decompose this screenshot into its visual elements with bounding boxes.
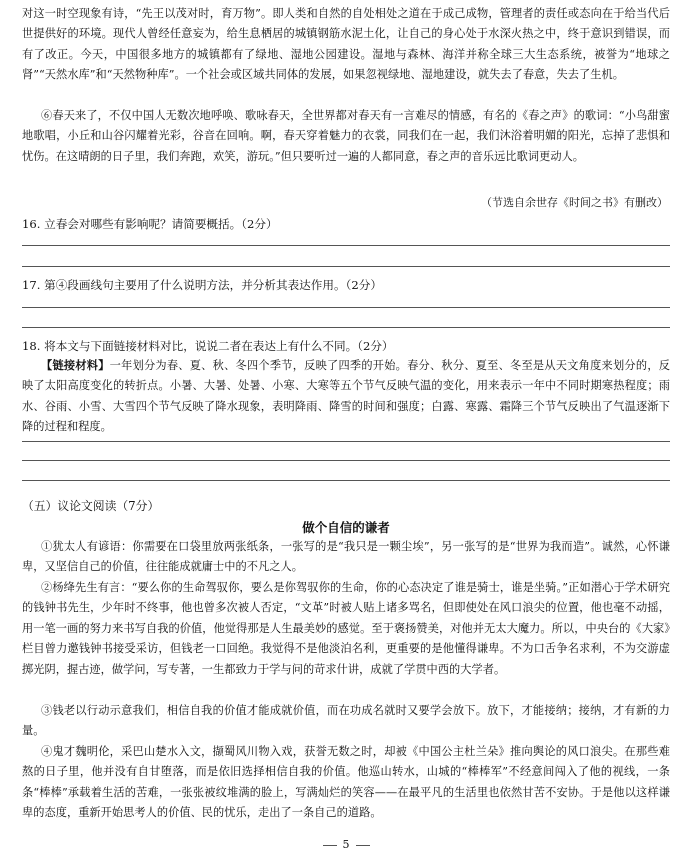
link-material [22,355,670,438]
answer-line[interactable] [22,441,670,442]
answer-line[interactable] [22,460,670,461]
question-18: 18. 将本文与下面链接材料对比，说说二者在表达上有什么不同。（2分） [22,339,394,353]
link-material-text: 一年划分为春、夏、秋、冬四个季节，反映了四季的开始。春分、秋分、夏至、冬至是从天文角度来划分的，反映了太阳高度变化的转折点。小暑、大暑、处暑、小寒、大寒等五个节气反映气温的变化，用来表示一年中不同时期寒热程度；雨水、谷雨、小雪、大雪四个节气反映了降水现象，表明降雨、降雪的时间和强度；白露、寒露、霜降三个节气反映出了气温逐渐下降的过程和程度。 [22,359,670,434]
answer-line[interactable] [22,245,670,246]
answer-line[interactable] [22,266,670,267]
answer-line[interactable] [22,307,670,308]
answer-line[interactable] [22,327,670,328]
dash-right [356,845,370,846]
question-16: 16. 立春会对哪些有影响呢？请简要概括。（2分） [22,217,278,231]
essay-paragraph-1: ①犹太人有谚语：你需要在口袋里放两张纸条，一张写的是“我只是一颗尘埃”，另一张写的是“世界为我而造”。诚然，心怀谦卑，又坚信自己的价值，往往能成就庸士中的不凡之人。 [22,540,670,574]
passage-paragraph-6: ⑥春天来了，不仅中国人无数次地呼唤、歌咏春天，全世界都对春天有一言难尽的情感，有名的《春之声》的歌词：“小鸟甜蜜地歌唱，小丘和山谷闪耀着光彩，谷音在回响。啊，春天穿着魅力的衣裳，同我们在一起，我们沐浴着明媚的阳光，忘掉了悲惧和忧伤。在这晴朗的日子里，我们奔跑，欢笑，游玩。”但只要听过一遍的人都同意，春之声的音乐远比歌词更动人。 [22,109,670,163]
page-number [0,838,692,851]
question-17: 17. 第④段画线句主要用了什么说明方法，并分析其表达作用。（2分） [22,278,382,292]
essay-paragraph-2: ②杨绛先生有言：“要么你的生命驾驭你，要么是你驾驭你的生命，你的心态决定了谁是骑士，谁是坐骑。”正如潜心于学术研究的钱钟书先生，少年时不终事，他也曾多次被人否定，“文革”时被人贴上诸多骂名，但即使处在风口浪尖的位置，他也毫不动摇，用一笔一画的努力来书写自我的价值，他觉得那是人生最美妙的感觉。至于褒扬赞美，对他并无太大魔力。所以，中央台的《大家》栏目曾力邀钱钟书接受采访，但钱老一口回绝。我觉得不是他淡泊名利，更重要的是他懂得谦卑。不为口舌争名求利，不为交游虚掷光阴，握古迹，做学问，写专著，一生都致力于学与问的苛求什讲，成就了学贯中西的大学者。 [22,581,670,676]
link-material-label: 【链接材料】 [41,358,110,372]
dash-left [323,845,337,846]
essay-paragraph-4: ④鬼才魏明伦，采巴山楚水入文，撷蜀风川物入戏，获誉无数之时，却被《中国公主杜兰朵》推向舆论的风口浪尖。在那些难熬的日子里，他并没有自甘堕落，而是依旧选择相信自我的价值。他巡山转水，山城的“棒棒军”不经意间闯入了他的视线，一条条“棒棒”承载着生活的苦难，一张张被纹堆满的脸上，写满灿烂的笑容——在最平凡的生活里也依然甘苦不安协。于是他以这样谦卑的态度，重新开始思考人的价值、民的忧乐，走出了一条自己的道路。 [22,745,670,820]
page-number-text: 5 [342,838,350,851]
source-citation: （节选自余世存《时间之书》有删改） [481,196,668,209]
essay-title: 做个自信的谦者 [302,520,390,535]
essay-paragraph-3: ③钱老以行动示意我们，相信自我的价值才能成就价值，而在功成名就时又要学会放下。放下，才能接纳；接纳，才有新的力量。 [22,704,670,738]
passage-paragraph-5-end: 对这一时空现象有诗，“先王以茂对时，育万物”。即人类和自然的自处相处之道在于成己成物，管理者的责任或态向在于给当代后世提供好的环境。现代人曾经任意妄为，给生息栖居的城镇钢筋水泥土化，让自己的身心处于水深火热之中，终于意识到错误，而有了改正。今天，中国很多地方的城镇都有了绿地、湿地公园建设。湿地与森林、海洋并称全球三大生态系统，被誉为“地球之肾”“天然水库”和“天然物种库”。一个社会或区域共同体的发展，如果忽视绿地、湿地建设，就失去了春意，失去了生机。 [22,7,670,82]
answer-line[interactable] [22,480,670,481]
section-header: （五）议论文阅读（7分） [22,499,160,513]
